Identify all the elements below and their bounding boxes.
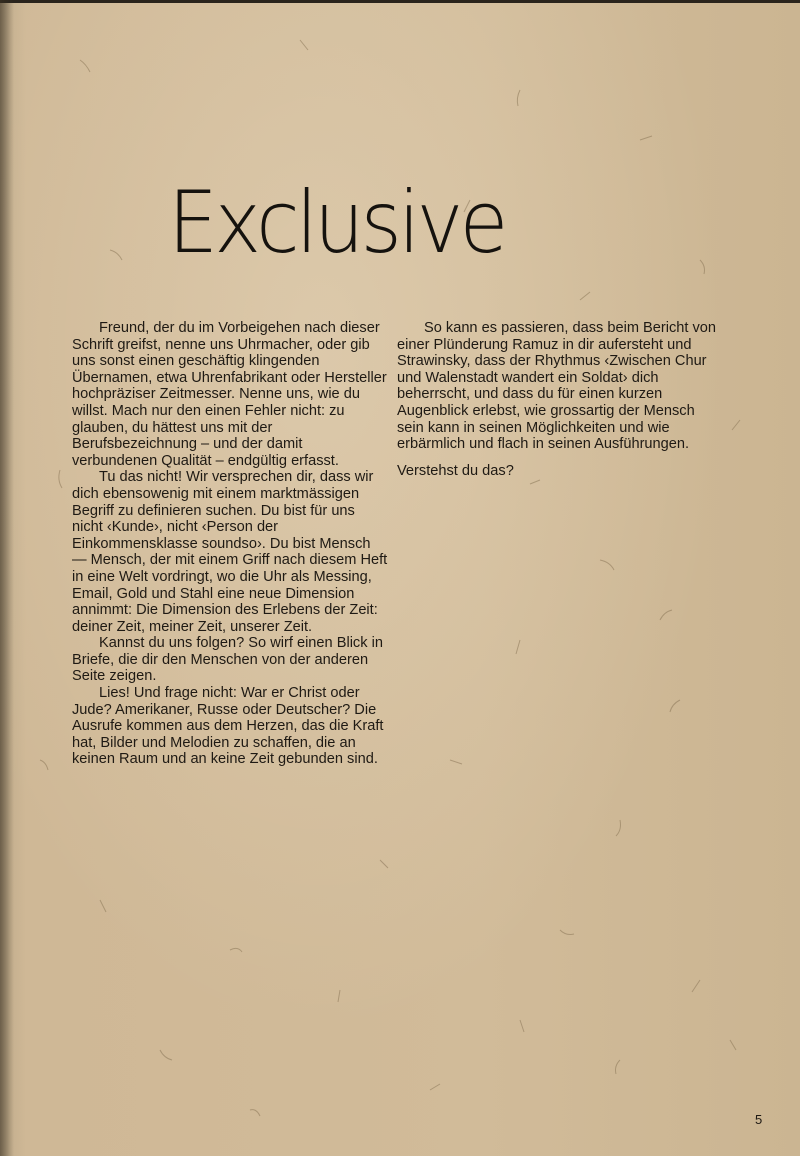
paragraph: Tu das nicht! Wir versprechen dir, dass wir dich ebensowenig mit einem marktmässigen Begriff zu definieren suchen. Du bist für uns nicht ‹Kunde›, nicht ‹Person der Einkommensklasse soundso›. Du bist Mensch — Mensch, der mit einem Griff nach diesem Heft in eine Welt vordringt, wo die Uhr als Messing, Email, Gold und Stahl eine neue Dimension annimmt: Die Dimension des Erlebens der Zeit: deiner Zeit, meiner Zeit, unserer Zeit. bbox=[72, 469, 388, 635]
paragraph: So kann es passieren, dass beim Bericht von einer Plünderung Ramuz in dir aufersteht und Strawinsky, dass der Rhythmus ‹Zwischen Chur und Walenstadt wandert ein Soldat› dich beherrscht, und dass du für einen kurzen Augenblick erlebst, wie grossartig der Mensch sein kann in seinen Möglichkeiten und wie erbärmlich und flach in seinen Ausführungen. bbox=[397, 320, 717, 453]
paragraph: Lies! Und frage nicht: War er Christ oder Jude? Amerikaner, Russe oder Deutscher? Die Ausrufe kommen aus dem Herzen, das die Kraft hat, Bilder und Melodien zu schaffen, die an keinen Raum und an keine Zeit gebunden sind. bbox=[72, 685, 384, 768]
paragraph: Freund, der du im Vorbeigehen nach dieser Schrift greifst, nenne uns Uhrmacher, oder gib uns sonst einen geschäftig klingenden Übernamen, etwa Uhrenfabrikant oder Hersteller hochpräziser Zeitmesser. Nenne uns, wie du willst. Mach nur den einen Fehler nicht: zu glauben, du hättest uns mit der Berufsbezeichnung – und der damit verbundenen Qualität – endgültig erfasst. bbox=[72, 320, 387, 469]
closing-question: Verstehst du das? bbox=[397, 462, 514, 479]
paragraph: Kannst du uns folgen? So wirf einen Blick in Briefe, die dir den Menschen von der anderen Seite zeigen. bbox=[72, 635, 383, 685]
right-text-column bbox=[397, 320, 717, 479]
page-title: Exclusive bbox=[168, 173, 505, 273]
page-number: 5 bbox=[755, 1112, 763, 1127]
left-text-column bbox=[72, 320, 388, 768]
